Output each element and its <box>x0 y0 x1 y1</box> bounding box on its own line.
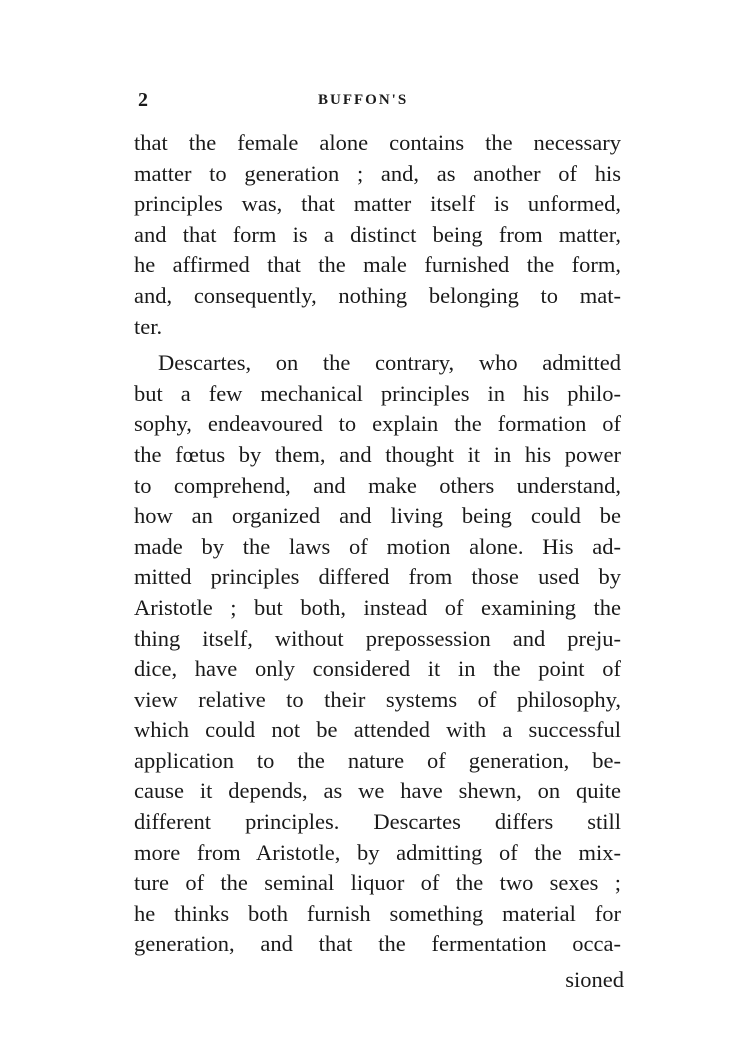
text-line: but a few mechanical principles in his philo- <box>134 380 621 406</box>
text-line: mitted principles differed from those used by <box>134 564 621 590</box>
text-line: dice, have only considered it in the point of <box>134 656 621 682</box>
text-line: cause it depends, as we have shewn, on quite <box>134 778 621 804</box>
text-line: more from Aristotle, by admitting of the mix- <box>134 839 621 865</box>
text-line: made by the laws of motion alone. His ad- <box>134 533 621 559</box>
text-line: that the female alone contains the necessary <box>134 130 621 155</box>
text-line: sophy, endeavoured to explain the formation of <box>134 411 621 437</box>
text-line: thing itself, without prepossession and preju- <box>134 625 621 651</box>
text-line: Descartes, on the contrary, who admitted <box>158 350 621 376</box>
page-number: 2 <box>138 89 148 111</box>
text-line: how an organized and living being could be <box>134 503 621 529</box>
text-line: he thinks both furnish something material for <box>134 900 621 926</box>
text-line: principles was, that matter itself is unformed, <box>134 191 621 217</box>
text-line: which could not be attended with a successful <box>134 717 621 743</box>
text-line: and that form is a distinct being from matter, <box>134 221 621 247</box>
text-line: and, consequently, nothing belonging to mat- <box>134 282 621 308</box>
text-line: Aristotle ; but both, instead of examining the <box>134 594 621 620</box>
text-line: ture of the seminal liquor of the two sexes ; <box>134 870 621 896</box>
body-text <box>134 128 621 960</box>
text-line: matter to generation ; and, as another of his <box>134 160 621 186</box>
text-line: application to the nature of generation, be- <box>134 747 621 773</box>
text-line: the fœtus by them, and thought it in his power <box>134 441 621 467</box>
text-line: he affirmed that the male furnished the form, <box>134 252 621 278</box>
text-line: generation, and that the fermentation occa- <box>134 931 621 957</box>
running-head: BUFFON'S <box>318 92 409 108</box>
paragraph-1 <box>134 128 621 342</box>
text-line: view relative to their systems of philosophy, <box>134 686 621 712</box>
page-header <box>0 86 750 114</box>
text-line: to comprehend, and make others understand, <box>134 472 621 498</box>
paragraph-2 <box>134 348 621 960</box>
catchword: sioned <box>565 967 624 992</box>
text-line: different principles. Descartes differs still <box>134 809 621 835</box>
text-line: ter. <box>134 313 163 339</box>
